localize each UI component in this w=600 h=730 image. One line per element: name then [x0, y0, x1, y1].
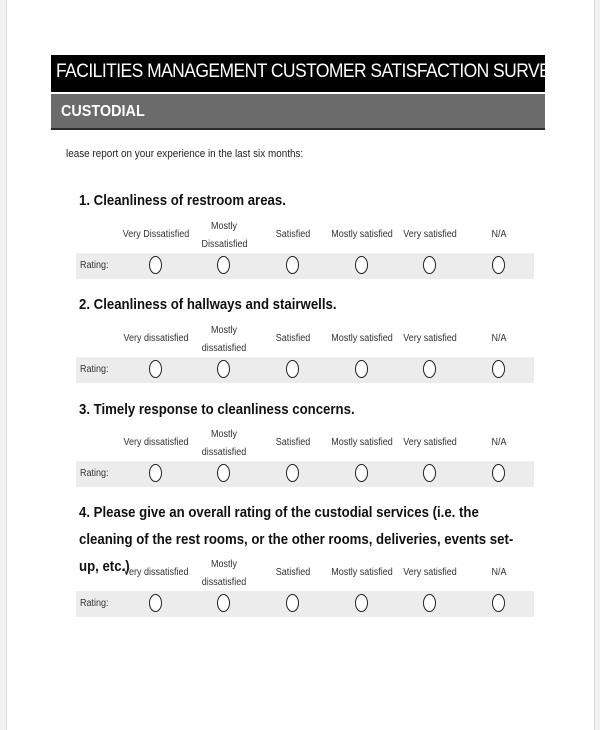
rating-radio-6[interactable] — [492, 360, 505, 378]
rating-radio-6[interactable] — [492, 256, 505, 274]
rating-radio-4[interactable] — [355, 256, 368, 274]
rating-label: Rating: — [80, 598, 109, 609]
rating-radio-4[interactable] — [355, 464, 368, 482]
rating-radio-6[interactable] — [492, 464, 505, 482]
rating-radio-3[interactable] — [286, 256, 299, 274]
rating-radio-2[interactable] — [217, 464, 230, 482]
option-label: Very dissatisfied — [123, 437, 189, 448]
option-label: N/A — [491, 567, 507, 578]
rating-radio-4[interactable] — [355, 360, 368, 378]
option-label: Very satisfied — [403, 229, 457, 240]
rating-label: Rating: — [80, 364, 109, 375]
option-label: Very satisfied — [403, 437, 457, 448]
option-label: Satisfied — [275, 567, 311, 578]
option-label: Satisfied — [275, 333, 311, 344]
option-label: N/A — [491, 437, 507, 448]
question-4-rating-row — [76, 591, 534, 617]
rating-radio-3[interactable] — [286, 464, 299, 482]
rating-label: Rating: — [80, 468, 109, 479]
option-label: N/A — [491, 229, 507, 240]
rating-radio-2[interactable] — [217, 360, 230, 378]
rating-radio-2[interactable] — [217, 594, 230, 612]
option-label: N/A — [491, 333, 507, 344]
rating-radio-4[interactable] — [355, 594, 368, 612]
survey-title-bar — [51, 55, 562, 92]
option-label: Very dissatisfied — [123, 567, 189, 578]
option-label: Mostly satisfied — [331, 567, 393, 578]
question-4-text: 4. Please give an overall rating of the custodial services (i.e. the cleaning of the rest rooms, or the other rooms, deliveries, events set-up, etc.) — [79, 504, 514, 575]
rating-radio-3[interactable] — [286, 360, 299, 378]
rating-radio-1[interactable] — [149, 360, 162, 378]
rating-radio-6[interactable] — [492, 594, 505, 612]
rating-radio-3[interactable] — [286, 594, 299, 612]
question-2-rating-row — [76, 357, 534, 383]
option-label: Satisfied — [275, 437, 311, 448]
rating-label: Rating: — [80, 260, 109, 271]
rating-radio-5[interactable] — [423, 464, 436, 482]
rating-radio-1[interactable] — [149, 594, 162, 612]
section-header — [51, 94, 545, 130]
question-1-rating-row — [76, 253, 534, 279]
intro-text: lease report on your experience in the last six months: — [66, 148, 304, 160]
option-label: Very satisfied — [403, 567, 457, 578]
option-label: Very Dissatisfied — [122, 229, 190, 240]
option-label: Satisfied — [275, 229, 311, 240]
rating-radio-5[interactable] — [423, 256, 436, 274]
rating-radio-5[interactable] — [423, 360, 436, 378]
question-3-text: 3. Timely response to cleanliness concerns. — [79, 401, 355, 418]
section-title: CUSTODIAL — [61, 103, 145, 120]
option-label: Mostly satisfied — [331, 229, 393, 240]
option-label: Mostly dissatisfied — [201, 559, 247, 588]
rating-radio-1[interactable] — [149, 464, 162, 482]
option-label: Mostly satisfied — [331, 333, 393, 344]
rating-radio-5[interactable] — [423, 594, 436, 612]
option-label: Mostly dissatisfied — [201, 325, 247, 354]
question-2-text: 2. Cleanliness of hallways and stairwells. — [79, 296, 337, 313]
rating-radio-1[interactable] — [149, 256, 162, 274]
rating-radio-2[interactable] — [217, 256, 230, 274]
option-label: Very satisfied — [403, 333, 457, 344]
option-label: Mostly satisfied — [331, 437, 393, 448]
question-1-text: 1. Cleanliness of restroom areas. — [79, 192, 286, 209]
option-label: Mostly Dissatisfied — [201, 221, 248, 250]
survey-title: FACILITIES MANAGEMENT CUSTOMER SATISFACTION SURVEY — [56, 61, 562, 82]
option-label: Very dissatisfied — [123, 333, 189, 344]
option-label: Mostly dissatisfied — [201, 429, 247, 458]
question-3-rating-row — [76, 461, 534, 487]
